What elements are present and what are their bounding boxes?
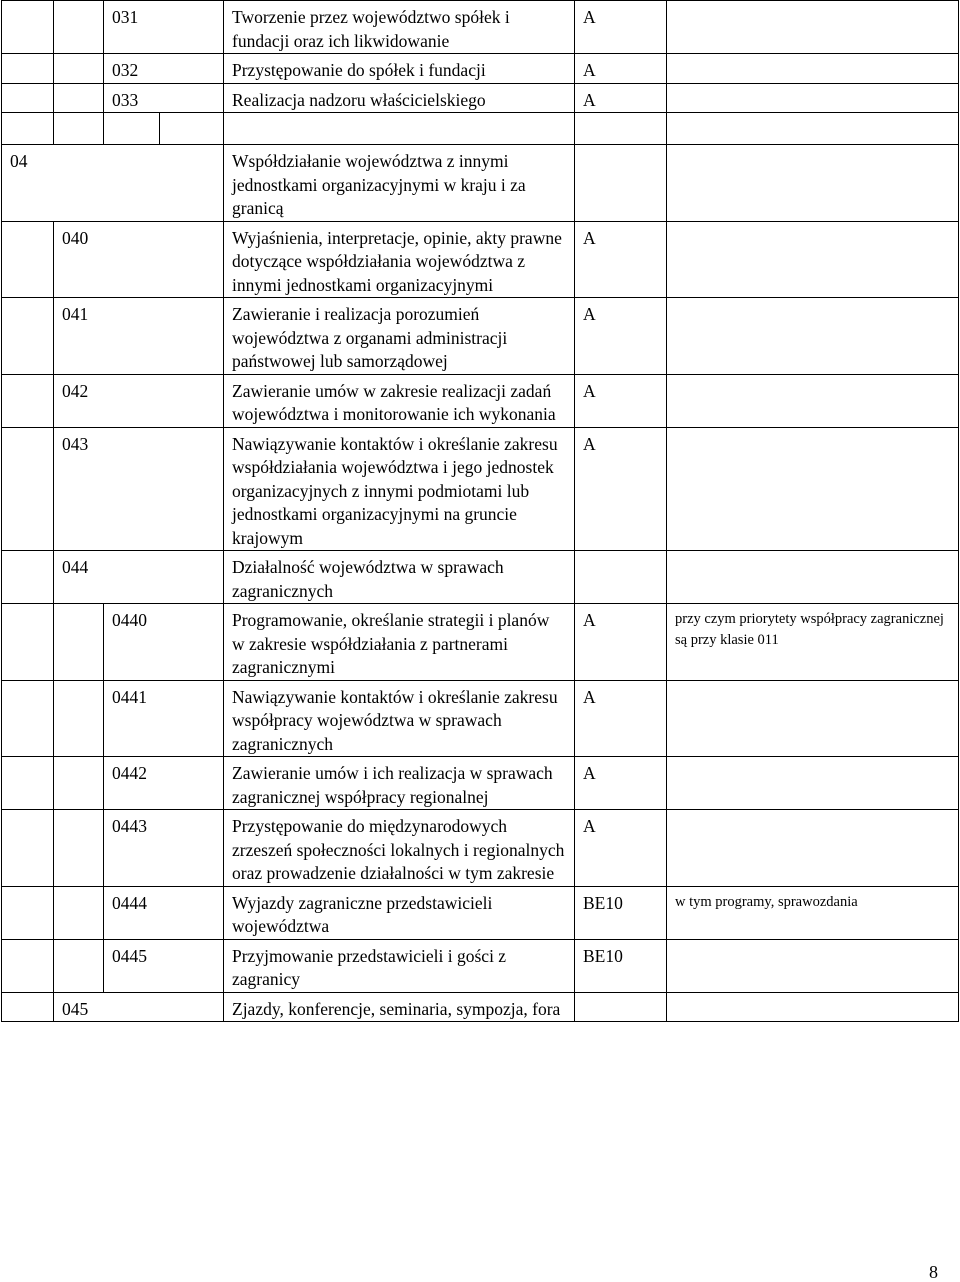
category-cell: A [575,221,667,298]
table-row [2,113,959,145]
table-row [2,145,959,222]
empty-cell [104,113,160,145]
category-cell [575,551,667,604]
remarks-cell [667,54,959,84]
description-cell: Współdziałanie województwa z innymi jednostkami organizacyjnymi w kraju i za granicą [224,145,575,222]
indent-cell [54,886,104,939]
symbol-cell: 0445 [104,939,224,992]
symbol-cell: 031 [104,1,224,54]
table-row [2,83,959,113]
symbol-cell: 032 [104,54,224,84]
table-row [2,886,959,939]
remarks-cell: w tym programy, sprawozdania [667,886,959,939]
category-cell: A [575,757,667,810]
remarks-cell [667,757,959,810]
description-cell: Działalność województwa w sprawach zagranicznych [224,551,575,604]
remarks-cell [667,374,959,427]
indent-cell [2,886,54,939]
indent-cell [54,604,104,681]
symbol-cell: 0440 [104,604,224,681]
symbol-cell: 040 [54,221,224,298]
empty-cell [667,113,959,145]
description-cell: Realizacja nadzoru właścicielskiego [224,83,575,113]
category-cell: A [575,83,667,113]
category-cell: BE10 [575,886,667,939]
symbol-cell: 043 [54,427,224,551]
remarks-cell [667,1,959,54]
symbol-cell: 04 [2,145,224,222]
table-row [2,298,959,375]
description-cell: Przystępowanie do spółek i fundacji [224,54,575,84]
description-cell: Zjazdy, konferencje, seminaria, sympozja, fora [224,992,575,1022]
indent-cell [2,757,54,810]
category-cell: A [575,680,667,757]
rwa-table-body [2,1,959,1022]
description-cell: Nawiązywanie kontaktów i określanie zakresu współdziałania województwa i jego jednostek organizacyjnych z innymi podmiotami lub jednostkami organizacyjnymi na gruncie krajowym [224,427,575,551]
indent-cell [54,680,104,757]
category-cell: A [575,374,667,427]
table-row [2,604,959,681]
table-row [2,939,959,992]
indent-cell [2,939,54,992]
table-row [2,1,959,54]
table-row [2,810,959,887]
table-row [2,374,959,427]
description-cell: Przyjmowanie przedstawicieli i gości z zagranicy [224,939,575,992]
symbol-cell: 041 [54,298,224,375]
remarks-cell [667,551,959,604]
description-cell: Wyjaśnienia, interpretacje, opinie, akty prawne dotyczące współdziałania województwa z innymi jednostkami organizacyjnymi [224,221,575,298]
empty-cell [54,113,104,145]
description-cell: Wyjazdy zagraniczne przedstawicieli województwa [224,886,575,939]
category-cell: A [575,1,667,54]
table-row [2,680,959,757]
empty-cell [224,113,575,145]
empty-cell [160,113,224,145]
category-cell: A [575,54,667,84]
description-cell: Przystępowanie do międzynarodowych zrzeszeń społeczności lokalnych i regionalnych oraz prowadzenie działalności w tym zakresie [224,810,575,887]
indent-cell [2,1,54,54]
table-row [2,551,959,604]
indent-cell [2,83,54,113]
indent-cell [2,680,54,757]
indent-cell [2,221,54,298]
indent-cell [2,604,54,681]
indent-cell [54,810,104,887]
remarks-cell [667,298,959,375]
rwa-table [1,0,959,1022]
description-cell: Tworzenie przez województwo spółek i fundacji oraz ich likwidowanie [224,1,575,54]
symbol-cell: 044 [54,551,224,604]
empty-cell [2,113,54,145]
indent-cell [54,83,104,113]
indent-cell [54,1,104,54]
indent-cell [2,992,54,1022]
category-cell: BE10 [575,939,667,992]
table-row [2,757,959,810]
indent-cell [2,551,54,604]
category-cell: A [575,298,667,375]
indent-cell [2,54,54,84]
indent-cell [2,810,54,887]
category-cell: A [575,604,667,681]
description-cell: Programowanie, określanie strategii i planów w zakresie współdziałania z partnerami zagranicznymi [224,604,575,681]
category-cell [575,992,667,1022]
remarks-cell [667,145,959,222]
symbol-cell: 0444 [104,886,224,939]
symbol-cell: 0442 [104,757,224,810]
indent-cell [2,298,54,375]
indent-cell [54,757,104,810]
category-cell: A [575,810,667,887]
remarks-cell [667,992,959,1022]
description-cell: Zawieranie umów w zakresie realizacji zadań województwa i monitorowanie ich wykonania [224,374,575,427]
category-cell: A [575,427,667,551]
indent-cell [2,427,54,551]
table-row [2,221,959,298]
remarks-cell [667,427,959,551]
remarks-cell [667,221,959,298]
description-cell: Nawiązywanie kontaktów i określanie zakresu współpracy województwa w sprawach zagranicznych [224,680,575,757]
category-cell [575,145,667,222]
indent-cell [2,374,54,427]
empty-cell [575,113,667,145]
remarks-cell [667,680,959,757]
symbol-cell: 042 [54,374,224,427]
remarks-cell: przy czym priorytety współpracy zagranicznej są przy klasie 011 [667,604,959,681]
description-cell: Zawieranie i realizacja porozumień województwa z organami administracji państwowej lub samorządowej [224,298,575,375]
table-row [2,992,959,1022]
remarks-cell [667,810,959,887]
indent-cell [54,939,104,992]
symbol-cell: 033 [104,83,224,113]
description-cell: Zawieranie umów i ich realizacja w sprawach zagranicznej współpracy regionalnej [224,757,575,810]
indent-cell [54,54,104,84]
remarks-cell [667,939,959,992]
symbol-cell: 045 [54,992,224,1022]
table-row [2,54,959,84]
symbol-cell: 0441 [104,680,224,757]
page-number: 8 [929,1262,938,1282]
remarks-cell [667,83,959,113]
table-row [2,427,959,551]
symbol-cell: 0443 [104,810,224,887]
